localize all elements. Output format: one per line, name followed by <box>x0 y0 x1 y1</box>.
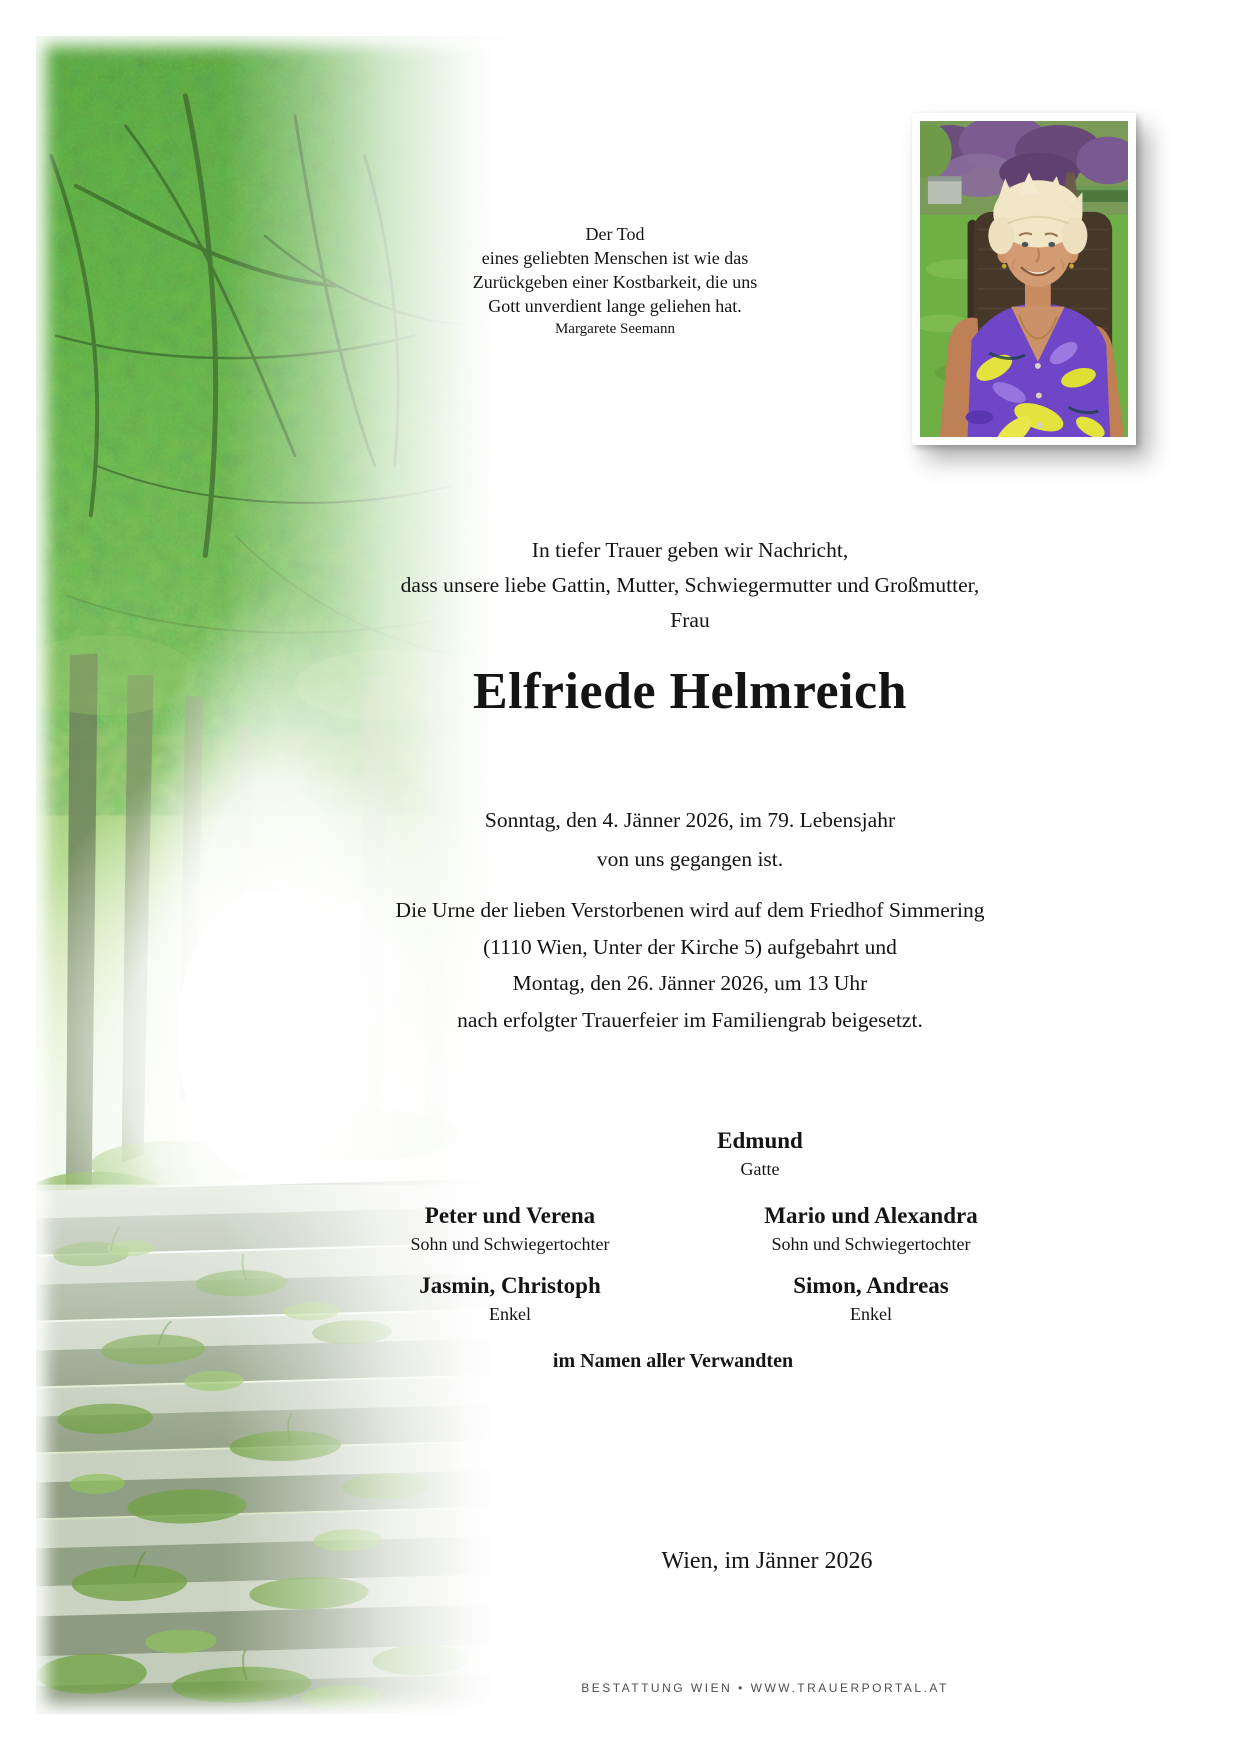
deceased-name: Elfriede Helmreich <box>472 663 907 720</box>
mourner-entry <box>360 1201 660 1257</box>
quote-line: eines geliebten Menschen ist wie das <box>481 248 749 268</box>
announcement-intro <box>340 533 1040 638</box>
memorial-quote <box>415 222 815 340</box>
portrait-photo <box>912 113 1136 445</box>
mourners-right-column <box>721 1201 1021 1341</box>
quote-attribution: Margarete Seemann <box>554 321 676 337</box>
place-date-line: Wien, im Jänner 2026 <box>661 1548 873 1574</box>
footer-branding: BESTATTUNG WIEN • WWW.TRAUERPORTAL.AT <box>581 1681 949 1695</box>
death-line: Sonntag, den 4. Jänner 2026, im 79. Lebensjahr <box>484 808 896 832</box>
quote-line: Der Tod <box>585 224 645 244</box>
mourner-relation: Enkel <box>489 1304 531 1324</box>
mourner-relation: Enkel <box>850 1304 892 1324</box>
burial-line: Montag, den 26. Jänner 2026, um 13 Uhr <box>512 971 868 995</box>
burial-line: Die Urne der lieben Verstorbenen wird auf dem Friedhof Simmering <box>395 898 985 922</box>
mourner-name: Mario und Alexandra <box>764 1203 978 1228</box>
mourner-entry <box>721 1271 1021 1327</box>
death-line: von uns gegangen ist. <box>596 847 784 871</box>
mourner-relation: Sohn und Schwiegertochter <box>771 1234 971 1254</box>
mourner-name: Jasmin, Christoph <box>419 1273 601 1298</box>
quote-line: Zurückgeben einer Kostbarkeit, die uns <box>472 272 758 292</box>
burial-line: (1110 Wien, Unter der Kirche 5) aufgebahrt und <box>483 934 897 959</box>
burial-line: nach erfolgter Trauerfeier im Familiengrab beigesetzt. <box>457 1007 923 1032</box>
mourners-closing-line: im Namen aller Verwandten <box>552 1350 794 1372</box>
quote-line: Gott unverdient lange geliehen hat. <box>488 296 742 316</box>
mourner-name: Simon, Andreas <box>793 1273 949 1298</box>
mourner-entry <box>360 1271 660 1327</box>
mourner-primary <box>460 1126 1060 1182</box>
mourner-name: Edmund <box>717 1128 803 1153</box>
mourner-entry <box>721 1201 1021 1257</box>
intro-line: dass unsere liebe Gattin, Mutter, Schwiegermutter und Großmutter, <box>400 573 980 597</box>
intro-line: Frau <box>670 608 710 632</box>
burial-info-text <box>320 892 1060 1038</box>
mourners-left-column <box>360 1201 660 1341</box>
mourner-name: Peter und Verena <box>424 1203 596 1228</box>
mourner-relation: Sohn und Schwiegertochter <box>410 1234 610 1254</box>
intro-line: In tiefer Trauer geben wir Nachricht, <box>531 538 849 562</box>
death-date-text <box>340 801 1040 879</box>
mourner-relation: Gatte <box>740 1159 780 1179</box>
portrait-photo-image <box>920 121 1128 437</box>
